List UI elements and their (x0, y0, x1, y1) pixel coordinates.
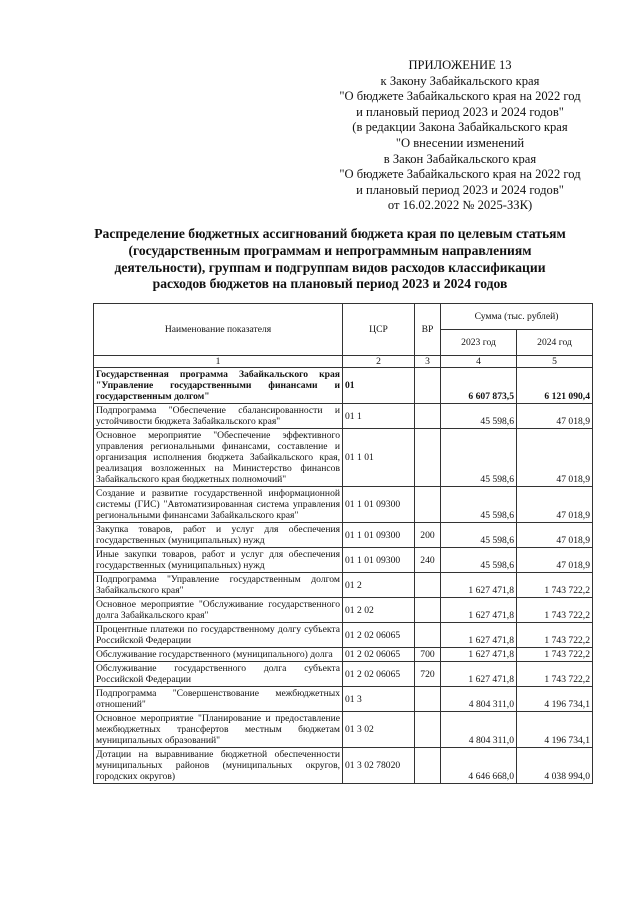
header-name: Наименование показателя (94, 304, 343, 356)
row-csr-cell: 01 1 01 09300 (343, 548, 415, 573)
budget-table (93, 303, 593, 784)
document-title (80, 226, 580, 293)
row-value-2023-cell: 4 804 311,0 (441, 712, 517, 748)
row-value-2024-cell: 1 743 722,2 (517, 648, 593, 662)
row-name-cell: Обслуживание государственного долга субъекта Российской Федерации (94, 662, 343, 687)
title-line: деятельности), группам и подгруппам видов расходов классификации (114, 259, 546, 275)
row-value-2023-cell: 45 598,6 (441, 429, 517, 487)
row-value-2024-cell: 47 018,9 (517, 404, 593, 429)
row-value-2023-cell: 1 627 471,8 (441, 598, 517, 623)
table-row (94, 712, 593, 748)
row-name-cell: Закупка товаров, работ и услуг для обеспечения государственных (муниципальных) нужд (94, 523, 343, 548)
table-row (94, 429, 593, 487)
row-vr-cell (415, 573, 441, 598)
table-row (94, 523, 593, 548)
row-value-2023-cell: 1 627 471,8 (441, 662, 517, 687)
row-csr-cell: 01 2 (343, 573, 415, 598)
row-value-2024-cell: 47 018,9 (517, 548, 593, 573)
header-csr: ЦСР (343, 304, 415, 356)
row-value-2024-cell: 4 196 734,1 (517, 687, 593, 712)
table-row (94, 662, 593, 687)
row-vr-cell (415, 368, 441, 404)
row-csr-cell: 01 3 (343, 687, 415, 712)
row-value-2023-cell: 45 598,6 (441, 523, 517, 548)
row-name-cell: Создание и развитие государственной информационной системы (ГИС) "Автоматизированная система управления региональными финансами Забайкальского края" (94, 487, 343, 523)
header-year-2023: 2023 год (441, 330, 517, 356)
row-name-cell: Иные закупки товаров, работ и услуг для обеспечения государственных (муниципальных) нужд (94, 548, 343, 573)
appendix-line: (в редакции Закона Забайкальского края (352, 120, 568, 135)
row-csr-cell: 01 1 (343, 404, 415, 429)
row-vr-cell (415, 712, 441, 748)
column-number: 5 (517, 356, 593, 368)
header-vr: ВР (415, 304, 441, 356)
column-number: 1 (94, 356, 343, 368)
row-value-2024-cell: 4 196 734,1 (517, 712, 593, 748)
appendix-header (300, 58, 620, 214)
table-row (94, 748, 593, 784)
row-csr-cell: 01 3 02 78020 (343, 748, 415, 784)
row-name-cell: Дотации на выравнивание бюджетной обеспеченности муниципальных районов (муниципальных округов, городских округов) (94, 748, 343, 784)
row-vr-cell (415, 429, 441, 487)
row-vr-cell: 240 (415, 548, 441, 573)
row-value-2024-cell: 1 743 722,2 (517, 623, 593, 648)
row-name-cell: Основное мероприятие "Планирование и предоставление межбюджетных трансфертов местным бюджетам муниципальных образований" (94, 712, 343, 748)
appendix-line: и плановый период 2023 и 2024 годов" (356, 182, 564, 197)
row-csr-cell: 01 3 02 (343, 712, 415, 748)
table-row (94, 404, 593, 429)
table-body (94, 368, 593, 784)
header-sum: Сумма (тыс. рублей) (441, 304, 593, 330)
row-value-2024-cell: 47 018,9 (517, 429, 593, 487)
table-row (94, 573, 593, 598)
table-row (94, 368, 593, 404)
row-value-2024-cell: 4 038 994,0 (517, 748, 593, 784)
title-line: расходов бюджетов на плановый период 2023 и 2024 годов (152, 276, 508, 292)
appendix-line: от 16.02.2022 № 2025-ЗЗК) (387, 198, 533, 213)
table-row (94, 487, 593, 523)
appendix-line: к Закону Забайкальского края (380, 73, 540, 88)
appendix-line: ПРИЛОЖЕНИЕ 13 (408, 58, 512, 72)
header-year-2024: 2024 год (517, 330, 593, 356)
row-name-cell: Подпрограмма "Совершенствование межбюджетных отношений" (94, 687, 343, 712)
table-row (94, 623, 593, 648)
row-value-2023-cell: 1 627 471,8 (441, 648, 517, 662)
row-value-2023-cell: 45 598,6 (441, 548, 517, 573)
row-value-2024-cell: 6 121 090,4 (517, 368, 593, 404)
row-name-cell: Основное мероприятие "Обслуживание государственного долга Забайкальского края" (94, 598, 343, 623)
row-value-2024-cell: 1 743 722,2 (517, 598, 593, 623)
row-csr-cell: 01 2 02 06065 (343, 662, 415, 687)
title-line: Распределение бюджетных ассигнований бюджета края по целевым статьям (94, 226, 566, 241)
row-value-2024-cell: 1 743 722,2 (517, 662, 593, 687)
row-vr-cell (415, 598, 441, 623)
row-name-cell: Процентные платежи по государственному долгу субъекта Российской Федерации (94, 623, 343, 648)
row-csr-cell: 01 2 02 06065 (343, 623, 415, 648)
table-row (94, 648, 593, 662)
table-row (94, 687, 593, 712)
column-number: 4 (441, 356, 517, 368)
row-csr-cell: 01 1 01 09300 (343, 487, 415, 523)
column-number: 2 (343, 356, 415, 368)
row-vr-cell (415, 623, 441, 648)
row-csr-cell: 01 2 02 06065 (343, 648, 415, 662)
row-vr-cell: 700 (415, 648, 441, 662)
row-value-2023-cell: 4 646 668,0 (441, 748, 517, 784)
row-csr-cell: 01 1 01 09300 (343, 523, 415, 548)
row-value-2024-cell: 1 743 722,2 (517, 573, 593, 598)
row-csr-cell: 01 (343, 368, 415, 404)
row-value-2023-cell: 1 627 471,8 (441, 623, 517, 648)
title-line: (государственным программам и непрограммным направлениям (128, 242, 532, 258)
row-vr-cell (415, 404, 441, 429)
column-numbers-row (94, 356, 593, 368)
appendix-line: в Закон Забайкальского края (383, 151, 537, 166)
row-value-2023-cell: 45 598,6 (441, 487, 517, 523)
row-vr-cell (415, 487, 441, 523)
appendix-line: "О бюджете Забайкальского края на 2022 год (339, 167, 581, 182)
row-value-2023-cell: 1 627 471,8 (441, 573, 517, 598)
row-value-2023-cell: 6 607 873,5 (441, 368, 517, 404)
appendix-line: "О внесении изменений (395, 135, 525, 150)
appendix-line: и плановый период 2023 и 2024 годов" (356, 104, 564, 119)
row-value-2024-cell: 47 018,9 (517, 523, 593, 548)
row-csr-cell: 01 2 02 (343, 598, 415, 623)
row-vr-cell: 200 (415, 523, 441, 548)
table-row (94, 548, 593, 573)
row-name-cell: Основное мероприятие "Обеспечение эффективного управления региональными финансами, составление и организация исполнения бюджета Забайкальского края, реализация возложенных на Министерство финансов Забайкальского края бюджетных полномочий" (94, 429, 343, 487)
row-name-cell: Подпрограмма "Обеспечение сбалансированности и устойчивости бюджета Забайкальского края" (94, 404, 343, 429)
row-name-cell: Подпрограмма "Управление государственным долгом Забайкальского края" (94, 573, 343, 598)
row-value-2023-cell: 4 804 311,0 (441, 687, 517, 712)
table-row (94, 598, 593, 623)
row-name-cell: Государственная программа Забайкальского края "Управление государственными финансами и государственным долгом" (94, 368, 343, 404)
row-value-2023-cell: 45 598,6 (441, 404, 517, 429)
row-name-cell: Обслуживание государственного (муниципального) долга (94, 648, 343, 662)
row-csr-cell: 01 1 01 (343, 429, 415, 487)
row-vr-cell (415, 748, 441, 784)
column-number: 3 (415, 356, 441, 368)
row-vr-cell: 720 (415, 662, 441, 687)
row-vr-cell (415, 687, 441, 712)
appendix-line: "О бюджете Забайкальского края на 2022 год (339, 89, 581, 104)
row-value-2024-cell: 47 018,9 (517, 487, 593, 523)
